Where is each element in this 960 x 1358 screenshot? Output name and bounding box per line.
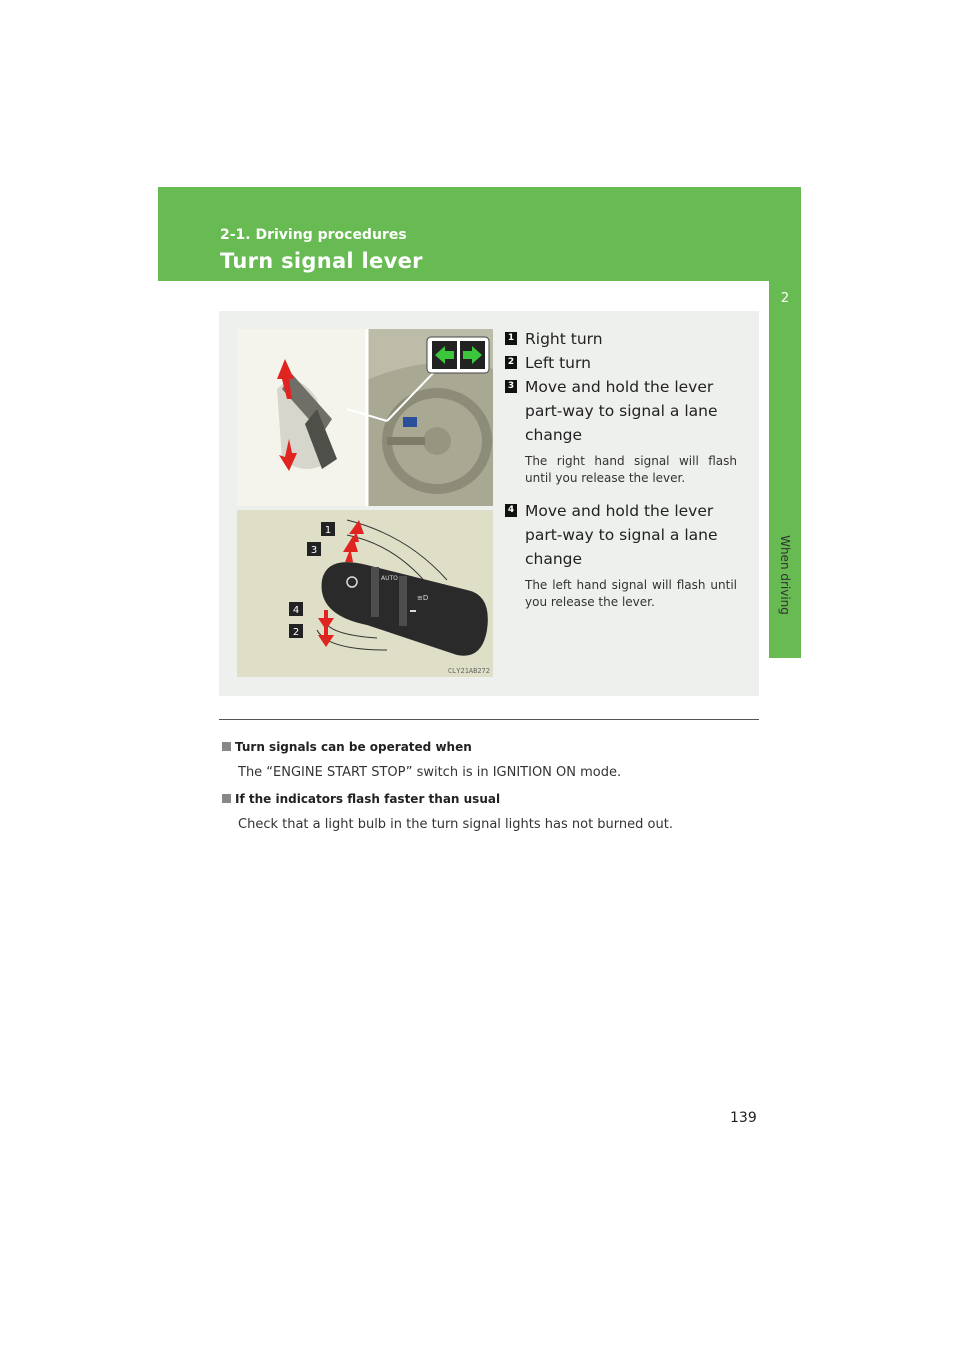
bullet-square-icon bbox=[222, 794, 231, 803]
step-text: Move and hold the lever part-way to signal a lane change bbox=[525, 502, 718, 568]
step-number: 3 bbox=[505, 380, 517, 393]
dashboard-photo bbox=[237, 329, 493, 506]
step-list bbox=[505, 327, 737, 623]
note-heading-1 bbox=[222, 740, 472, 754]
step-text: Right turn bbox=[525, 330, 603, 348]
step-4-note: The left hand signal will flash until you release the lever. bbox=[525, 578, 737, 609]
step-1 bbox=[505, 327, 737, 351]
callout-2: 2 bbox=[292, 627, 300, 638]
illustration-panel bbox=[219, 311, 759, 696]
svg-text:AUTO: AUTO bbox=[381, 575, 398, 582]
callout-4: 4 bbox=[292, 605, 300, 616]
step-3 bbox=[505, 375, 737, 447]
section-title: 2-1. Driving procedures bbox=[220, 227, 407, 243]
figure-code: CLY21AB272 bbox=[447, 667, 490, 675]
callout-1: 1 bbox=[324, 525, 332, 536]
divider bbox=[219, 719, 759, 720]
step-text: Left turn bbox=[525, 354, 591, 372]
note-heading-text: If the indicators flash faster than usual bbox=[235, 792, 501, 806]
step-number: 4 bbox=[505, 504, 517, 517]
note-heading-2 bbox=[222, 792, 500, 806]
lever-diagram bbox=[237, 510, 493, 677]
step-4 bbox=[505, 499, 737, 571]
note-heading-text: Turn signals can be operated when bbox=[235, 740, 472, 754]
note-text-2: Check that a light bulb in the turn signal lights has not burned out. bbox=[238, 817, 673, 832]
step-2 bbox=[505, 351, 737, 375]
step-number: 2 bbox=[505, 356, 517, 369]
note-text-1: The “ENGINE START STOP” switch is in IGNITION ON mode. bbox=[238, 765, 622, 780]
page-header bbox=[158, 187, 801, 281]
page-title: Turn signal lever bbox=[220, 249, 423, 273]
step-3-note: The right hand signal will flash until you release the lever. bbox=[525, 454, 737, 485]
bullet-square-icon bbox=[222, 742, 231, 751]
step-text: Move and hold the lever part-way to signal a lane change bbox=[525, 378, 718, 444]
chapter-number: 2 bbox=[780, 291, 790, 306]
lever-illustration bbox=[237, 510, 493, 677]
step-number: 1 bbox=[505, 332, 517, 345]
page-number: 139 bbox=[730, 1110, 757, 1126]
dashboard-illustration bbox=[237, 329, 493, 506]
chapter-label bbox=[769, 520, 801, 630]
svg-text:≡D: ≡D bbox=[417, 594, 429, 602]
callout-3: 3 bbox=[310, 545, 318, 556]
chapter-label-text: When driving bbox=[778, 535, 792, 615]
